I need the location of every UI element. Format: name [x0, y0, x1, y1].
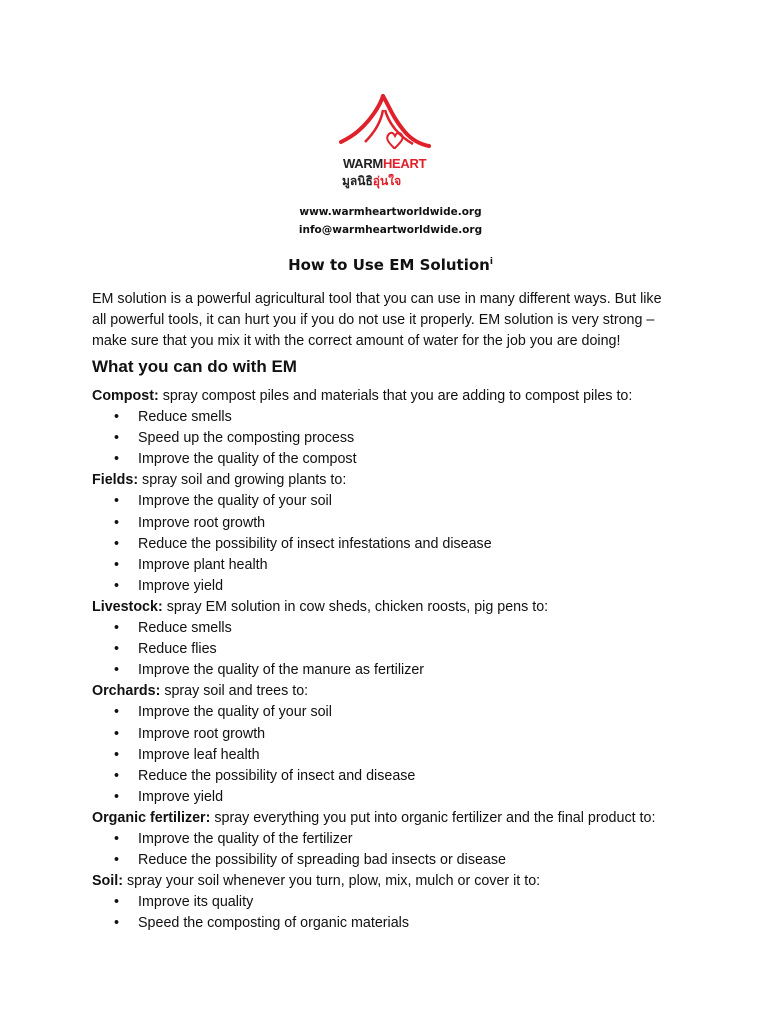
use-section-heading	[92, 808, 732, 829]
page-title: How to Use EM Solution$^i$	[288, 256, 493, 274]
house-heart-logo-icon	[339, 92, 439, 162]
bullet-icon: •	[114, 641, 120, 658]
list-item-text: Improve the quality of the fertilizer	[138, 830, 353, 847]
use-section-description: spray everything you put into organic fertilizer and the final product to:	[210, 809, 656, 826]
warmheart-logo	[339, 92, 439, 202]
logo-brand-text: WARMHEART	[343, 156, 427, 171]
list-item-text: Improve its quality	[138, 894, 254, 911]
list-item-text: Reduce smells	[138, 409, 232, 426]
use-section-description: spray EM solution in cow sheds, chicken roosts, pig pens to:	[162, 598, 549, 615]
list-item-text: Improve the quality of the compost	[138, 451, 357, 468]
list-item-text: Improve yield	[138, 788, 224, 805]
list-item	[92, 555, 732, 576]
use-section-description: spray soil and trees to:	[160, 683, 309, 700]
use-section-heading	[92, 470, 732, 491]
list-item	[92, 513, 732, 534]
list-item	[92, 766, 732, 787]
list-item-text: Improve the quality of the manure as fertilizer	[138, 662, 425, 679]
bullet-icon: •	[114, 746, 120, 763]
list-item	[92, 724, 732, 745]
bullet-icon: •	[114, 409, 120, 426]
website-link: www.warmheartworldwide.org	[299, 206, 482, 218]
use-section-label: Fields:	[92, 472, 139, 489]
bullet-icon: •	[114, 430, 120, 447]
use-section-heading	[92, 871, 732, 892]
bullet-icon: •	[114, 915, 120, 932]
list-item-text: Improve plant health	[138, 556, 268, 573]
bullet-icon: •	[114, 788, 120, 805]
list-item	[92, 491, 732, 512]
bullet-icon: •	[114, 725, 120, 742]
list-item	[92, 407, 732, 428]
use-section-label: Compost:	[92, 388, 159, 404]
intro-line: all powerful tools, it can hurt you if you do not use it properly. EM solution is very strong –	[92, 312, 655, 328]
list-item-text: Improve root growth	[138, 725, 266, 742]
email-link: info@warmheartworldwide.org	[298, 224, 483, 236]
list-item-text: Reduce flies	[138, 641, 217, 658]
list-item-text: Reduce the possibility of insect infestations and disease	[138, 535, 492, 552]
use-section-label: Organic fertilizer:	[92, 809, 211, 826]
list-item-text: Speed the composting of organic materials	[138, 915, 409, 932]
list-item	[92, 618, 732, 639]
bullet-icon: •	[114, 767, 120, 784]
footnote-mark: i	[489, 257, 493, 267]
list-item	[92, 787, 732, 808]
bullet-icon: •	[114, 852, 120, 869]
list-item	[92, 892, 732, 913]
list-item-text: Improve root growth	[138, 514, 266, 531]
list-item-text: Improve the quality of your soil	[138, 704, 332, 721]
list-item	[92, 534, 732, 555]
bullet-icon: •	[114, 514, 120, 531]
list-item-text: Improve leaf health	[138, 746, 260, 763]
bullet-icon: •	[114, 662, 120, 679]
list-item-text: Improve yield	[138, 577, 224, 594]
bullet-icon: •	[114, 556, 120, 573]
bullet-icon: •	[114, 577, 120, 594]
use-section-label: Orchards:	[92, 683, 161, 700]
bullet-icon: •	[114, 493, 120, 510]
list-item	[92, 576, 732, 597]
intro-line: make sure that you mix it with the correct amount of water for the job you are doing!	[92, 333, 621, 349]
list-item	[92, 428, 732, 449]
bullet-icon: •	[114, 830, 120, 847]
use-section-description: spray compost piles and materials that you are adding to compost piles to:	[158, 388, 633, 404]
list-item	[92, 702, 732, 723]
list-item-text: Speed up the composting process	[138, 430, 355, 447]
list-item	[92, 913, 732, 934]
list-item	[92, 829, 732, 850]
list-item	[92, 660, 732, 681]
intro-line: EM solution is a powerful agricultural tool that you can use in many different ways. But like	[92, 291, 662, 307]
logo-thai-text: มูลนิธิอุ่นใจ	[342, 174, 402, 188]
list-item-text: Reduce the possibility of spreading bad insects or disease	[138, 852, 506, 869]
use-section-heading	[92, 597, 732, 618]
list-item	[92, 745, 732, 766]
use-section-label: Soil:	[92, 873, 123, 890]
bullet-icon: •	[114, 894, 120, 911]
list-item-text: Reduce the possibility of insect and disease	[138, 767, 416, 784]
list-item	[92, 850, 732, 871]
intro-paragraph	[92, 289, 692, 352]
use-section-description: spray soil and growing plants to:	[138, 472, 347, 489]
bullet-icon: •	[114, 620, 120, 637]
use-section-label: Livestock:	[92, 598, 163, 615]
list-item-text: Improve the quality of your soil	[138, 493, 332, 510]
bullet-icon: •	[114, 704, 120, 721]
bullet-icon: •	[114, 535, 120, 552]
list-item-text: Reduce smells	[138, 620, 232, 637]
bullet-icon: •	[114, 451, 120, 468]
uses-list	[92, 386, 732, 934]
section-heading: What you can do with EM	[92, 357, 297, 376]
use-section-heading	[92, 386, 732, 407]
use-section-description: spray your soil whenever you turn, plow, mix, mulch or cover it to:	[122, 873, 541, 890]
use-section-heading	[92, 681, 732, 702]
list-item	[92, 449, 732, 470]
list-item	[92, 639, 732, 660]
